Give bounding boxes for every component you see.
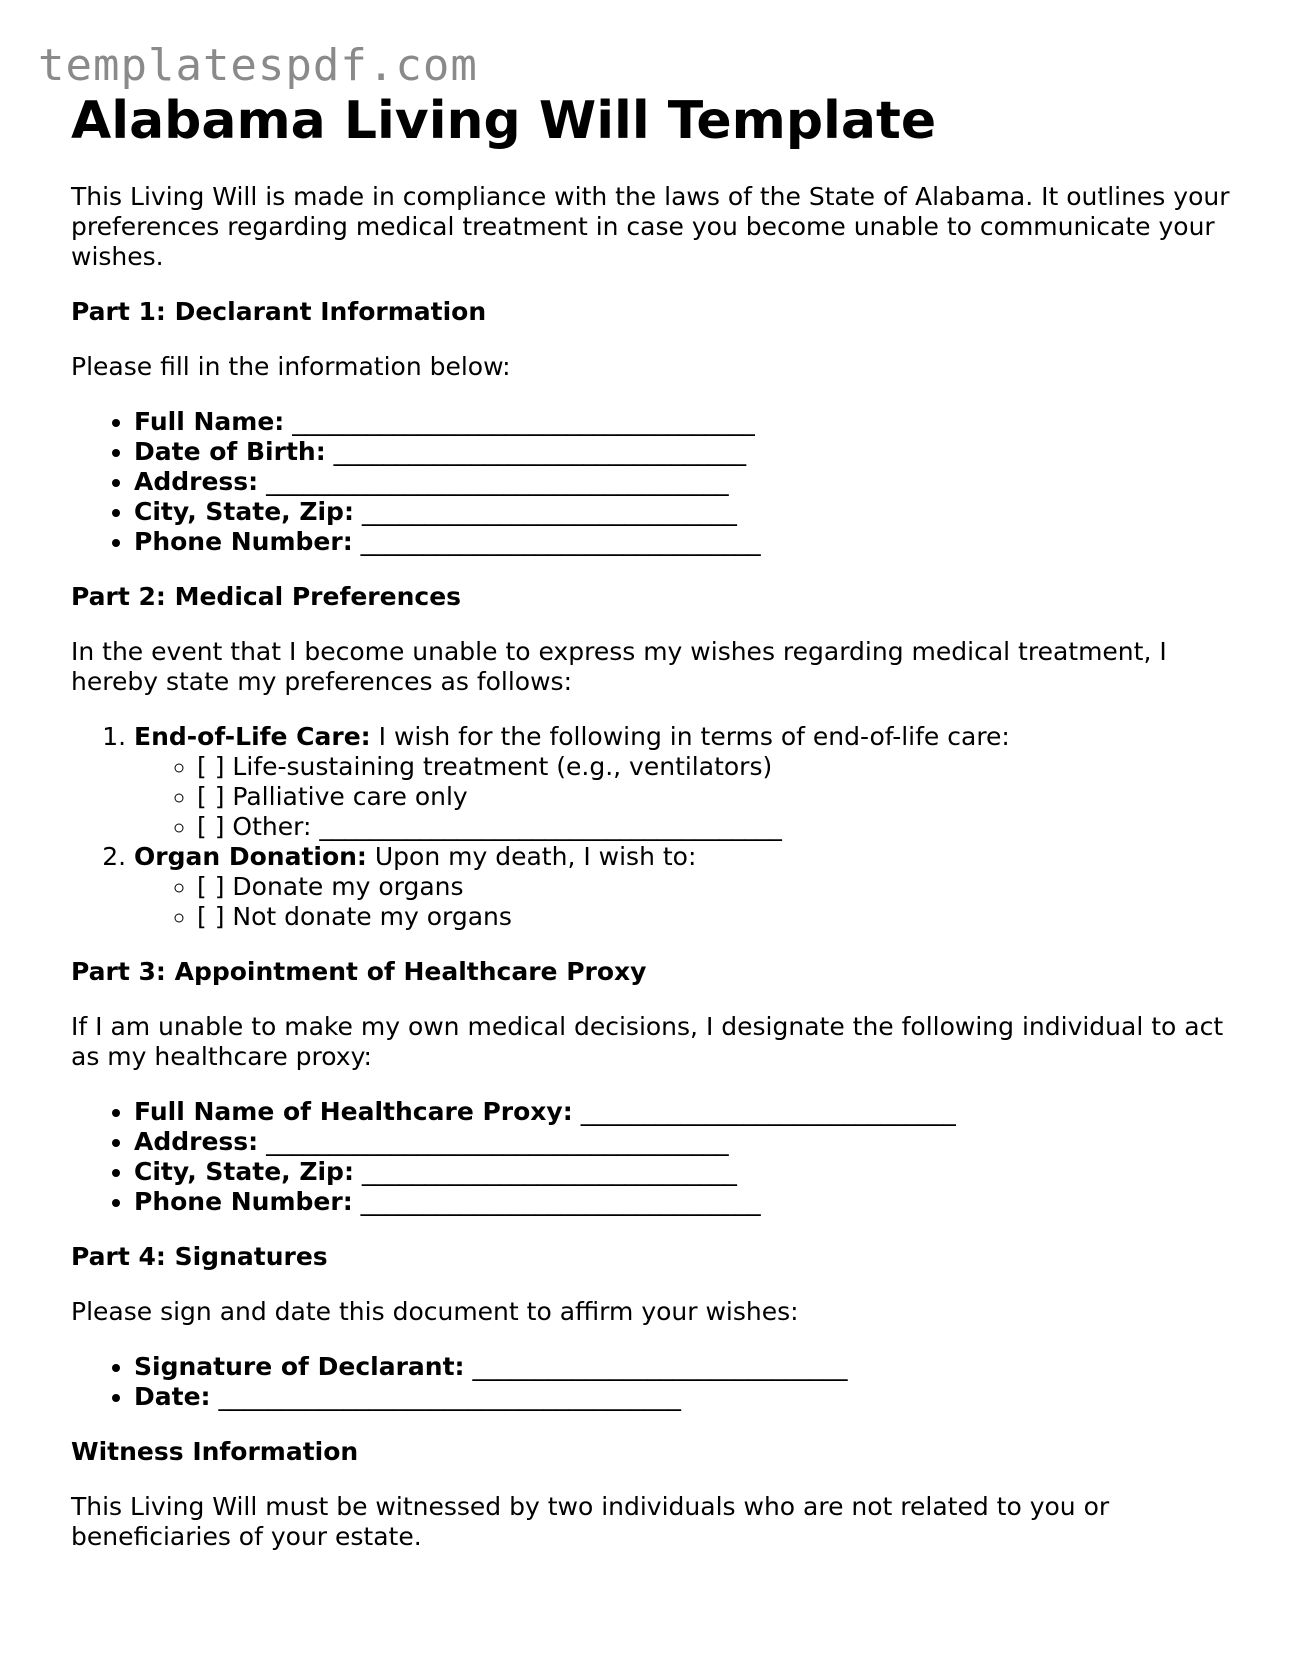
field-label: Address: xyxy=(134,467,259,496)
pref-organ-donation xyxy=(134,842,1231,932)
pref-options xyxy=(134,752,1231,842)
field-label: City, State, Zip: xyxy=(134,1157,354,1186)
option-life-sustaining-checkbox[interactable]: ◦ [ ] Life-sustaining treatment (e.g., ventilators) xyxy=(197,752,1231,782)
field-label: Signature of Declarant: xyxy=(134,1352,465,1381)
part4-heading: Part 4: Signatures xyxy=(71,1242,328,1271)
field-label: Phone Number: xyxy=(134,527,353,556)
page-title: Alabama Living Will Template xyxy=(71,91,937,151)
field-date[interactable] xyxy=(134,1382,1231,1412)
option-palliative-checkbox[interactable]: ◦ [ ] Palliative care only xyxy=(197,782,1231,812)
pref-end-of-life-care xyxy=(134,722,1231,842)
part4-field-list xyxy=(71,1352,1231,1412)
pref-label: Organ Donation: xyxy=(134,842,367,871)
fill-blank[interactable]: _____________________________________ xyxy=(218,1382,681,1411)
field-proxy-phone[interactable] xyxy=(134,1187,1231,1217)
field-full-name[interactable] xyxy=(134,407,1231,437)
field-city-state-zip[interactable] xyxy=(134,497,1231,527)
watermark: templatespdf.com xyxy=(38,40,478,91)
field-signature[interactable] xyxy=(134,1352,1231,1382)
option-not-donate-checkbox[interactable]: ◦ [ ] Not donate my organs xyxy=(197,902,1231,932)
field-phone-number[interactable] xyxy=(134,527,1231,557)
fill-blank[interactable]: ______________________________ xyxy=(361,1157,737,1186)
fill-blank[interactable]: _____________________________________ xyxy=(292,407,755,436)
part2-text: In the event that I become unable to express my wishes regarding medical treatment, I hereby state my preferences as follows: xyxy=(71,637,1167,696)
fill-blank[interactable]: _____________________________________ xyxy=(266,1127,729,1156)
field-label: Date: xyxy=(134,1382,211,1411)
field-date-of-birth[interactable] xyxy=(134,437,1231,467)
part3-field-list xyxy=(71,1097,1231,1217)
pref-text: I wish for the following in terms of end-of-life care: xyxy=(370,722,1010,751)
field-proxy-address[interactable] xyxy=(134,1127,1231,1157)
intro-paragraph: This Living Will is made in compliance with the laws of the State of Alabama. It outlines your preferences regarding medical treatment in case you become unable to communicate your wishes. xyxy=(71,182,1230,271)
option-donate-checkbox[interactable]: ◦ [ ] Donate my organs xyxy=(197,872,1231,902)
witness-text: This Living Will must be witnessed by two individuals who are not related to you or beneficiaries of your estate. xyxy=(71,1492,1110,1551)
pref-text: Upon my death, I wish to: xyxy=(366,842,697,871)
preferences-list xyxy=(71,722,1231,932)
part3-heading: Part 3: Appointment of Healthcare Proxy xyxy=(71,957,647,986)
field-label: Phone Number: xyxy=(134,1187,353,1216)
part4-text: Please sign and date this document to affirm your wishes: xyxy=(71,1297,799,1326)
fill-blank[interactable]: ______________________________ xyxy=(361,497,737,526)
pref-options xyxy=(134,872,1231,932)
field-label: Date of Birth: xyxy=(134,437,326,466)
part1-field-list xyxy=(71,407,1231,557)
part1-text: Please fill in the information below: xyxy=(71,352,511,381)
fill-blank[interactable]: ______________________________ xyxy=(472,1352,848,1381)
field-proxy-city-state-zip[interactable] xyxy=(134,1157,1231,1187)
field-proxy-name[interactable] xyxy=(134,1097,1231,1127)
option-other-checkbox[interactable]: ◦ [ ] Other: _____________________________________ xyxy=(197,812,1231,842)
field-address[interactable] xyxy=(134,467,1231,497)
pref-label: End-of-Life Care: xyxy=(134,722,371,751)
part2-heading: Part 2: Medical Preferences xyxy=(71,582,462,611)
fill-blank[interactable]: ________________________________ xyxy=(360,1187,761,1216)
field-label: Full Name: xyxy=(134,407,285,436)
field-label: Full Name of Healthcare Proxy: xyxy=(134,1097,573,1126)
fill-blank[interactable]: _____________________________________ xyxy=(266,467,729,496)
fill-blank[interactable]: _________________________________ xyxy=(333,437,747,466)
field-label: Address: xyxy=(134,1127,259,1156)
field-label: City, State, Zip: xyxy=(134,497,354,526)
part1-heading: Part 1: Declarant Information xyxy=(71,297,487,326)
fill-blank[interactable]: ________________________________ xyxy=(360,527,761,556)
document-page xyxy=(71,88,1231,1552)
fill-blank[interactable]: ______________________________ xyxy=(580,1097,956,1126)
part3-text: If I am unable to make my own medical decisions, I designate the following individual to act as my healthcare proxy: xyxy=(71,1012,1224,1071)
witness-heading: Witness Information xyxy=(71,1437,359,1466)
